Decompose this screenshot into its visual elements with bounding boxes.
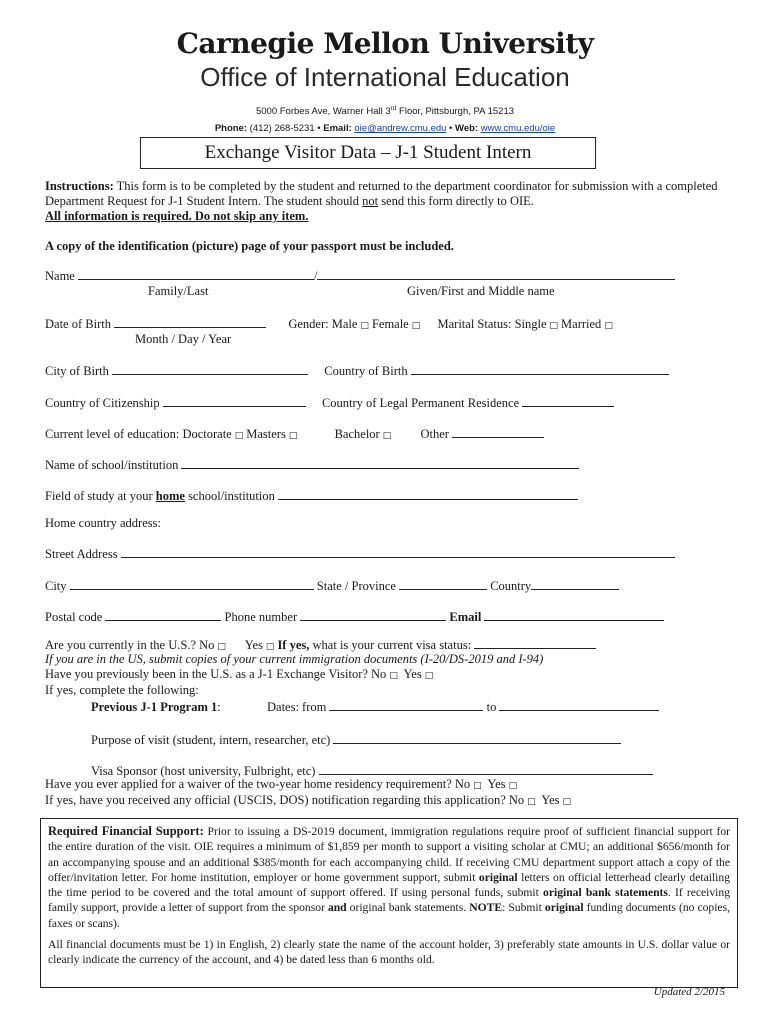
in-us-row: Are you currently in the U.S.? No □ Yes □ If yes, what is your current visa status:	[45, 637, 735, 653]
bachelor-checkbox[interactable]: □	[382, 431, 392, 441]
field-of-study-field[interactable]	[278, 488, 578, 500]
family-name-field[interactable]	[78, 268, 314, 280]
dob-format-label: Month / Day / Year	[135, 332, 232, 346]
office-address: 5000 Forbes Ave, Warner Hall 3rd Floor, Pittsburgh, PA 15213	[255, 105, 515, 118]
education-row: Current level of education: Doctorate □ Masters □ Bachelor □ Other	[45, 426, 735, 442]
street-address-field[interactable]	[121, 546, 675, 558]
office-name: Office of International Education	[200, 62, 570, 92]
citizenship-row: Country of Citizenship Country of Legal Permanent Residence	[45, 395, 735, 411]
field-of-study-row: Field of study at your home school/institution	[45, 488, 735, 504]
email-field[interactable]	[484, 609, 664, 621]
masters-checkbox[interactable]: □	[288, 431, 298, 441]
postal-code-field[interactable]	[105, 609, 221, 621]
letterhead	[0, 0, 770, 136]
country-of-birth-field[interactable]	[411, 363, 669, 375]
name-row: Name /	[45, 268, 735, 284]
state-field[interactable]	[399, 578, 487, 590]
dates-from-field[interactable]	[329, 699, 483, 711]
dates-to-field[interactable]	[499, 699, 659, 711]
citizenship-field[interactable]	[163, 395, 306, 407]
visa-status-field[interactable]	[474, 637, 596, 649]
contact-line: Phone: (412) 268-5231 • Email: oie@andrew.cmu.edu • Web: www.cmu.edu/oie	[214, 123, 556, 135]
previous-no-checkbox[interactable]: □	[389, 671, 398, 681]
single-checkbox[interactable]: □	[549, 321, 559, 331]
doctorate-checkbox[interactable]: □	[234, 431, 244, 441]
given-name-label: Given/First and Middle name	[407, 284, 555, 298]
waiver-no-checkbox[interactable]: □	[473, 781, 482, 791]
email-link[interactable]: oie@andrew.cmu.edu	[354, 123, 447, 135]
previous-yes-checkbox[interactable]: □	[424, 671, 434, 681]
dob-row: Date of Birth Gender: Male □ Female □ Marital Status: Single □ Married □	[45, 317, 613, 331]
immigration-docs-note: If you are in the US, submit copies of your current immigration documents (I-20/DS-2019 and I-94)	[45, 652, 544, 666]
female-checkbox[interactable]: □	[411, 321, 421, 331]
purpose-field[interactable]	[333, 732, 621, 744]
notification-row: If yes, have you received any official (USCIS, DOS) notification regarding this application? No □ Yes □	[45, 793, 572, 807]
if-yes-complete: If yes, complete the following:	[45, 683, 199, 697]
home-address-label: Home country address:	[45, 516, 161, 530]
birth-row: City of Birth Country of Birth	[45, 363, 735, 379]
city-row: City State / Province Country	[45, 578, 735, 594]
financial-paragraph-1: Required Financial Support: Prior to issuing a DS-2019 document, immigration regulations require proof of sufficient financial support for the entire duration of the visit. OIE requires a minimum of $1,859 per month to support a visiting scholar at CMU; an additional $656/month for an accompanying spouse and an additional $385/month for each accompanying child. If receiving CMU department support attach a copy of the offer/invitation letter. For home institution, employer or home government support, submit original letters on official letterhead clearly detailing the time period to be covered and the total amount of support offered. If using personal funds, submit original bank statements. If receiving family support, provide a letter of support from the sponsor and original bank statements. NOTE: Submit original funding documents (no copies, faxes or scans).	[48, 824, 730, 930]
updated-date: Updated 2/2015	[653, 986, 725, 998]
school-field[interactable]	[181, 457, 579, 469]
financial-paragraph-2: All financial documents must be 1) in English, 2) clearly state the name of the account holder, 3) preferably state amounts in U.S. dollar value or clearly indicate the currency of the account, and 4) be dated less than 6 months old.	[48, 938, 730, 967]
previous-program-row: Previous J-1 Program 1: Dates: from to	[91, 699, 731, 715]
postal-row: Postal code Phone number Email	[45, 609, 735, 625]
male-checkbox[interactable]: □	[360, 321, 369, 331]
country-field[interactable]	[531, 578, 619, 590]
required-notice: All information is required. Do not skip any item.	[45, 209, 309, 223]
notification-no-checkbox[interactable]: □	[527, 797, 536, 807]
web-link[interactable]: www.cmu.edu/oie	[480, 123, 556, 135]
city-of-birth-field[interactable]	[112, 363, 308, 375]
notification-yes-checkbox[interactable]: □	[562, 797, 572, 807]
passport-note: A copy of the identification (picture) page of your passport must be included.	[45, 239, 454, 253]
sponsor-field[interactable]	[319, 763, 653, 775]
sponsor-row: Visa Sponsor (host university, Fulbright, etc)	[91, 763, 731, 779]
dob-field[interactable]	[114, 316, 266, 328]
residence-field[interactable]	[522, 395, 614, 407]
previous-j1-row: Have you previously been in the U.S. as a J-1 Exchange Visitor? No □ Yes □	[45, 667, 434, 681]
financial-support-box	[40, 818, 738, 988]
family-last-label: Family/Last	[148, 284, 209, 298]
university-name: Carnegie Mellon University	[176, 27, 594, 60]
married-checkbox[interactable]: □	[604, 321, 613, 331]
city-field[interactable]	[70, 578, 314, 590]
given-name-field[interactable]	[317, 268, 675, 280]
street-row: Street Address	[45, 546, 735, 562]
form-title: Exchange Visitor Data – J-1 Student Intern	[140, 137, 596, 169]
phone-field[interactable]	[300, 609, 446, 621]
waiver-yes-checkbox[interactable]: □	[508, 781, 518, 791]
other-education-field[interactable]	[452, 426, 544, 438]
school-row: Name of school/institution	[45, 457, 735, 473]
purpose-row: Purpose of visit (student, intern, researcher, etc)	[91, 732, 731, 748]
in-us-no-checkbox[interactable]: □	[217, 642, 226, 652]
in-us-yes-checkbox[interactable]: □	[265, 642, 275, 652]
phone-number: (412) 268-5231	[249, 123, 315, 135]
waiver-row: Have you ever applied for a waiver of the two-year home residency requirement? No □ Yes □	[45, 777, 518, 791]
instructions: Instructions: This form is to be completed by the student and returned to the department coordinator for submission with a completed Department Request for J-1 Student Intern. The student should not send this form directly to OIE. All information is required. Do not skip any item.	[45, 179, 718, 223]
